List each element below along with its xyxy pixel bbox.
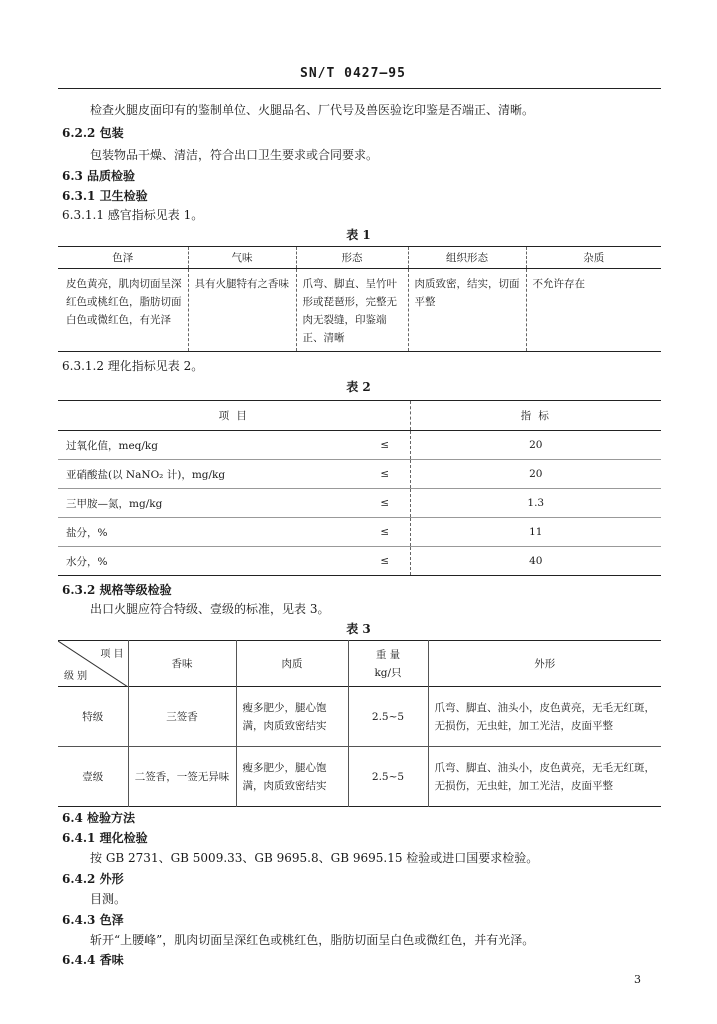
page-number: 3	[634, 973, 641, 986]
table1-header-impurity: 杂质	[583, 252, 605, 264]
section-6-2-2-heading: 6.2.2 包装	[62, 126, 124, 140]
section-6-4-2-heading: 6.4.2 外形	[62, 872, 124, 886]
table3-row1-meat: 瘦多肥少，腿心饱满，肉质致密结实	[236, 687, 348, 747]
table1-cell-smell: 具有火腿特有之香味	[188, 269, 296, 352]
section-6-4-1-body: 按 GB 2731、GB 5009.33、GB 9695.8、GB 9695.15 检验或进口国要求检验。	[90, 851, 539, 865]
table1-cell-color: 皮色黄亮，肌肉切面呈深红色或桃红色，脂肪切面白色或微红色，有光泽	[58, 269, 188, 352]
section-6-4-2-body: 目测。	[90, 892, 127, 906]
table2-caption: 表 2	[346, 380, 371, 394]
table3-row2-meat: 瘦多肥少，腿心饱满，肉质致密结实	[236, 747, 348, 807]
table2-row5-op: ≤	[360, 547, 410, 576]
intro-paragraph: 检查火腿皮面印有的鉴制单位、火腿品名、厂代号及兽医验讫印鉴是否端正、清晰。	[90, 103, 535, 117]
table2-row5-value: 40	[529, 555, 543, 567]
section-6-3-2-heading: 6.3.2 规格等级检验	[62, 583, 172, 597]
table3-row2-weight: 2.5~5	[348, 747, 428, 807]
table2-row2-item: 亚硝酸盐(以 NaNO₂ 计)，mg/kg	[66, 468, 226, 481]
table2-row2-op: ≤	[360, 460, 410, 489]
table3-corner-cell	[58, 641, 128, 687]
table1-header-form: 形态	[296, 247, 408, 269]
section-6-3-1-2-text: 6.3.1.2 理化指标见表 2。	[62, 359, 204, 373]
table2-row1-value: 20	[529, 439, 543, 451]
table1-header-tissue: 组织形态	[408, 247, 526, 269]
table3-header-shape: 外形	[534, 658, 556, 670]
table3-corner-item: 项 目	[100, 649, 124, 660]
table2-row2-value: 20	[529, 468, 543, 480]
table3-header-weight: 重 量	[375, 648, 401, 661]
section-6-3-heading: 6.3 品质检验	[62, 169, 136, 183]
table1-cell-impurity: 不允许存在	[532, 278, 585, 290]
table3-header-weight-unit: kg/只	[374, 666, 402, 679]
table2-row1-op: ≤	[360, 431, 410, 460]
table2-row3-value: 1.3	[527, 497, 545, 509]
table2-row4-op: ≤	[360, 518, 410, 547]
table3-corner-grade: 级 别	[64, 671, 88, 682]
table3-row2-grade: 壹级	[58, 747, 128, 807]
table3-row1-grade: 特级	[58, 687, 128, 747]
table2	[58, 400, 661, 576]
table3-row1-aroma: 三签香	[128, 687, 236, 747]
standard-number: SN/T 0427—95	[300, 66, 406, 81]
table1-header-smell: 气味	[188, 247, 296, 269]
section-6-4-4-heading: 6.4.4 香味	[62, 953, 124, 967]
table1-header-color: 色泽	[58, 247, 188, 269]
header-rule	[58, 88, 661, 89]
table2-row3-op: ≤	[360, 489, 410, 518]
table3-row1-weight: 2.5~5	[348, 687, 428, 747]
table3-row2-aroma: 二签香，一签无异味	[128, 747, 236, 807]
section-6-4-1-heading: 6.4.1 理化检验	[62, 831, 148, 845]
table3	[58, 640, 661, 807]
section-6-3-1-1-text: 6.3.1.1 感官指标见表 1。	[62, 208, 204, 222]
section-6-2-2-body: 包装物品干燥、清洁，符合出口卫生要求或合同要求。	[90, 148, 379, 162]
table3-row2-shape: 爪弯、脚直、油头小，皮色黄亮，无毛无红斑，无损伤，无虫蛀，加工光洁，皮面平整	[434, 761, 655, 792]
section-6-3-2-body: 出口火腿应符合特级、壹级的标准，见表 3。	[90, 602, 330, 616]
table1-cell-tissue: 肉质致密，结实，切面平整	[408, 269, 526, 352]
section-6-3-1-heading: 6.3.1 卫生检验	[62, 189, 148, 203]
section-6-4-heading: 6.4 检验方法	[62, 811, 136, 825]
table3-caption: 表 3	[346, 622, 371, 636]
table1-cell-form: 爪弯、脚直、呈竹叶形或琵琶形，完整无肉无裂缝，印鉴端正、清晰	[296, 269, 408, 352]
table2-row4-value: 11	[529, 526, 543, 538]
table1	[58, 246, 661, 352]
table3-header-weight-cell	[348, 641, 428, 687]
table2-row5-item: 水分，%	[66, 555, 108, 568]
table2-row4-item: 盐分，%	[66, 526, 108, 539]
section-6-4-3-body: 斩开“上腰峰”，肌肉切面呈深红色或桃红色，脂肪切面呈白色或微红色，并有光泽。	[90, 933, 535, 947]
table2-row3-item: 三甲胺—氮，mg/kg	[66, 497, 163, 510]
section-6-4-3-heading: 6.4.3 色泽	[62, 913, 124, 927]
table2-header-value: 指 标	[520, 410, 551, 422]
table3-header-meat: 肉质	[236, 641, 348, 687]
table3-header-aroma: 香味	[128, 641, 236, 687]
table3-row1-shape: 爪弯、脚直、油头小，皮色黄亮，无毛无红斑，无损伤，无虫蛀，加工光洁，皮面平整	[434, 701, 655, 732]
table2-row1-item: 过氧化值，meq/kg	[66, 439, 159, 452]
table2-header-item: 项 目	[58, 401, 410, 431]
table1-caption: 表 1	[346, 228, 371, 242]
